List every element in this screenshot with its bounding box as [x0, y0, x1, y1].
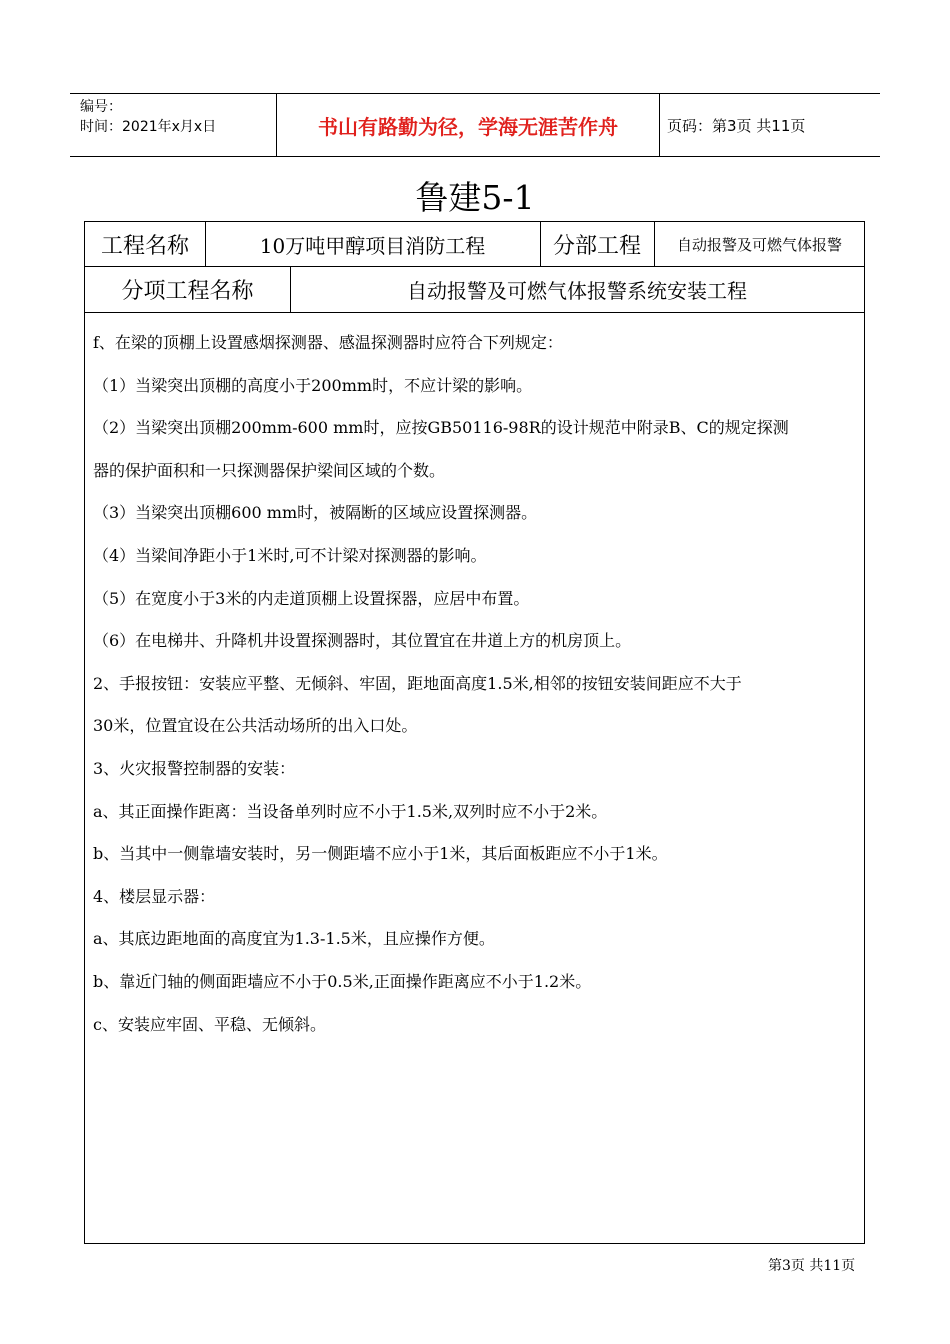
- content-line: 2、手报按钮：安装应平整、无倾斜、牢固，距地面高度1.5米,相邻的按钮安装间距应不大于: [93, 673, 742, 693]
- header-meta: [80, 97, 216, 137]
- page-header: [70, 93, 880, 157]
- content-line: （4）当梁间净距小于1米时,可不计梁对探测器的影响。: [93, 545, 487, 565]
- content-line: （3）当梁突出顶棚600 mm时，被隔断的区域应设置探测器。: [93, 503, 538, 523]
- form-content: [93, 322, 863, 1046]
- form-table: [84, 221, 865, 1244]
- subitem-label: 分项工程名称: [121, 278, 254, 304]
- content-line: （1）当梁突出顶棚的高度小于200mm时，不应计梁的影响。: [93, 375, 533, 395]
- document-title: 鲁建5-1: [415, 178, 535, 217]
- header-motto: 书山有路勤为径，学海无涯苦作舟: [318, 114, 618, 139]
- content-line: 4、楼层显示器：: [93, 886, 216, 906]
- content-line: 30米，位置宜设在公共活动场所的出入口处。: [93, 716, 418, 736]
- project-name-value: 10万吨甲醇项目消防工程: [259, 233, 486, 258]
- content-line: （2）当梁突出顶棚200mm-600 mm时，应按GB50116-98R的设计规范中附录B、C的规定探测: [93, 418, 789, 438]
- doc-number-label: 编号：: [80, 99, 122, 115]
- content-line: f、在梁的顶棚上设置感烟探测器、感温探测器时应符合下列规定：: [93, 333, 563, 352]
- project-name-label: 工程名称: [100, 233, 189, 259]
- content-line: 器的保护面积和一只探测器保护梁间区域的个数。: [93, 460, 446, 480]
- content-line: 3、火灾报警控制器的安装：: [93, 758, 296, 778]
- row-divider: [85, 312, 864, 313]
- doc-time-label: 时间：2021年x月x日: [80, 119, 217, 135]
- page-footer: 第3页 共11页: [768, 1258, 856, 1274]
- content-line: b、当其中一侧靠墙安装时，另一侧距墙不应小于1米，其后面板距应不小于1米。: [93, 844, 668, 864]
- content-line: a、其正面操作距离：当设备单列时应不小于1.5米,双列时应不小于2米。: [93, 801, 608, 821]
- header-page-info: 页码：第3页 共11页: [667, 116, 806, 135]
- division-value: 自动报警及可燃气体报警: [676, 235, 842, 254]
- header-divider: [659, 94, 660, 156]
- division-label: 分部工程: [552, 233, 641, 259]
- content-line: （5）在宽度小于3米的内走道顶棚上设置探器，应居中布置。: [93, 588, 530, 608]
- content-line: b、靠近门轴的侧面距墙应不小于0.5米,正面操作距离应不小于1.2米。: [93, 971, 592, 991]
- subitem-value: 自动报警及可燃气体报警系统安装工程: [407, 278, 747, 303]
- content-line: （6）在电梯井、升降机井设置探测器时，其位置宜在井道上方的机房顶上。: [93, 631, 632, 651]
- content-line: c、安装应牢固、平稳、无倾斜。: [93, 1014, 326, 1034]
- content-line: a、其底边距地面的高度宜为1.3-1.5米，且应操作方便。: [93, 929, 495, 949]
